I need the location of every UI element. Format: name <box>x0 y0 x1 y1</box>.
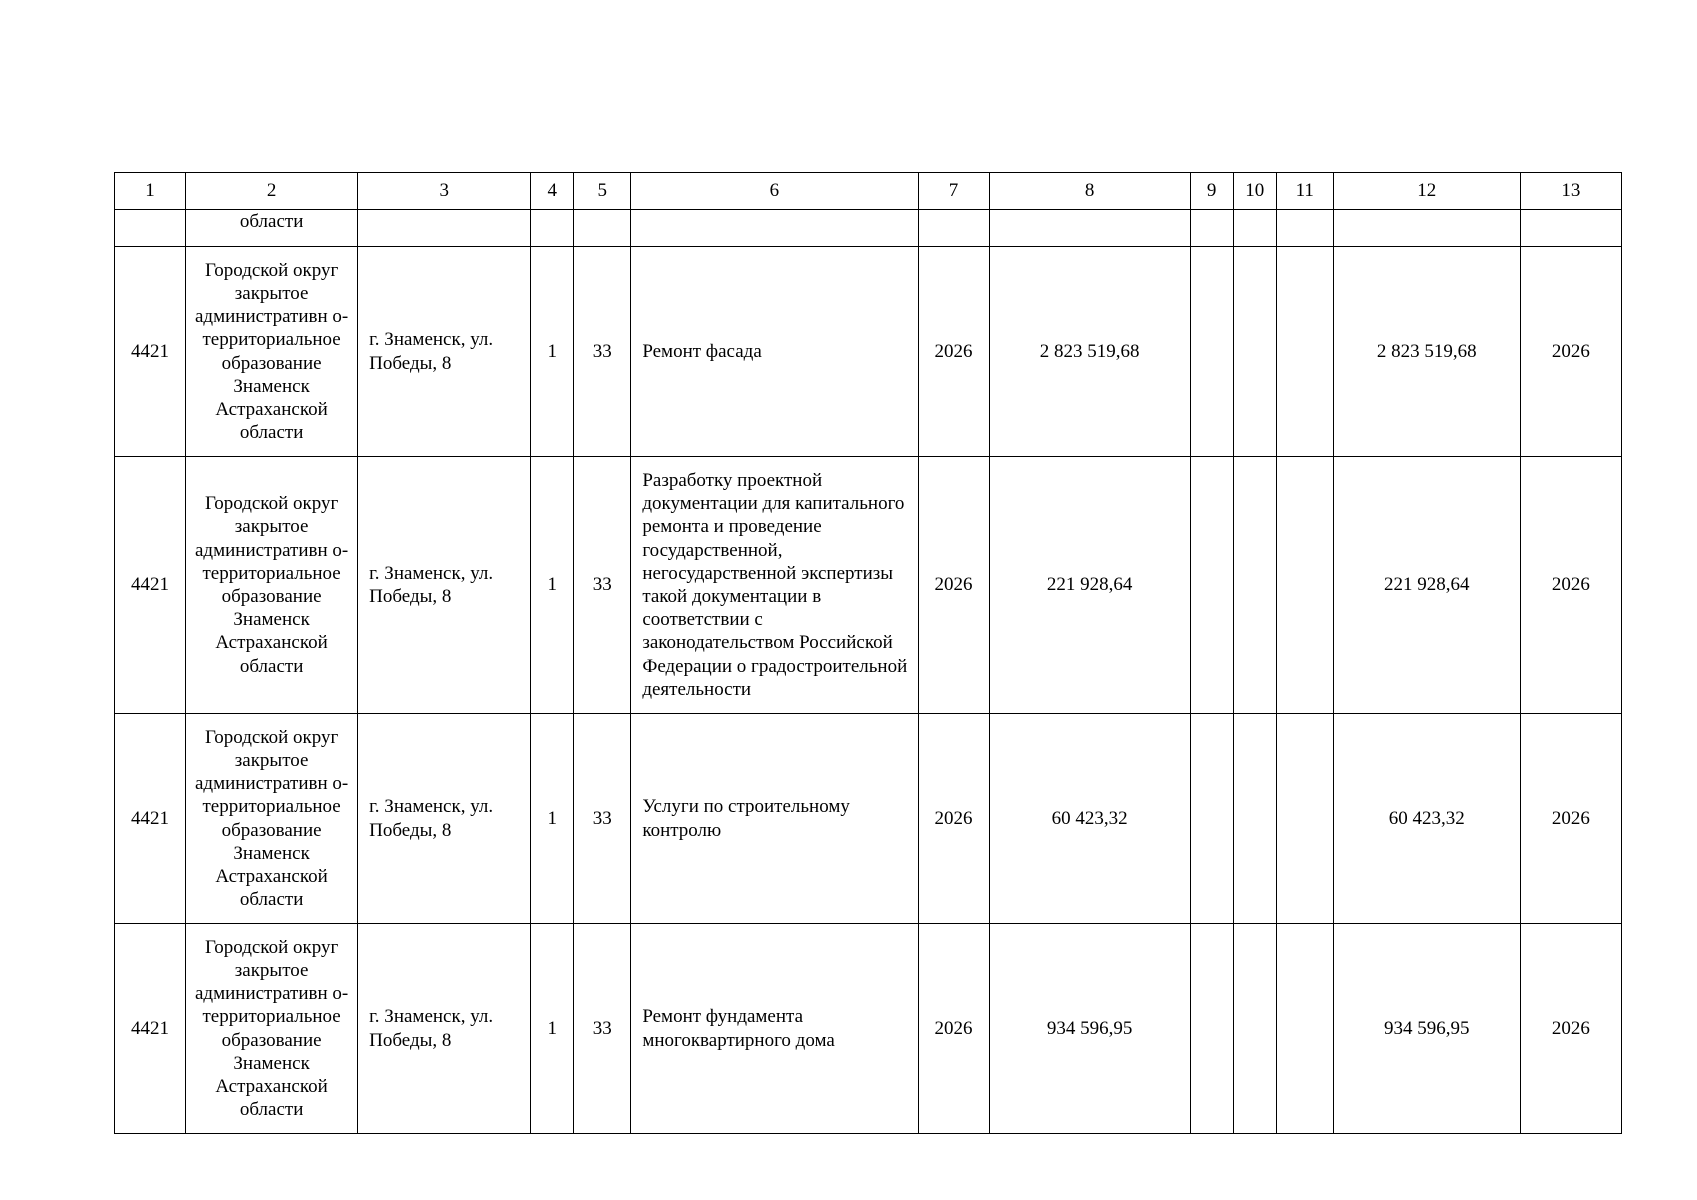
cell-work: Ремонт фундамента многоквартирного дома <box>631 924 918 1134</box>
cell-col13: 2026 <box>1520 247 1621 457</box>
cell-col10 <box>1233 210 1276 247</box>
cell-col9 <box>1190 457 1233 714</box>
cell-col4: 1 <box>531 714 574 924</box>
cell-col11 <box>1276 247 1333 457</box>
cell-col10 <box>1233 247 1276 457</box>
table-row <box>115 247 1622 457</box>
cell-col10 <box>1233 714 1276 924</box>
header-col-8: 8 <box>989 173 1190 210</box>
cell-col13: 2026 <box>1520 714 1621 924</box>
cell-col9 <box>1190 247 1233 457</box>
cell-col4 <box>531 210 574 247</box>
cell-municipality: Городской округ закрытое административн о-территориальное образование Знаменск Астраханской области <box>186 714 358 924</box>
cell-work: Разработку проектной документации для капитального ремонта и проведение государственной, негосударственной экспертизы такой документации в соответствии с законодательством Российской Федерации о градостроительной деятельности <box>631 457 918 714</box>
cell-col9 <box>1190 924 1233 1134</box>
cell-year: 2026 <box>918 924 989 1134</box>
cell-address: г. Знаменск, ул. Победы, 8 <box>358 247 531 457</box>
cell-col12: 934 596,95 <box>1333 924 1520 1134</box>
capital-repair-table <box>114 172 1622 1134</box>
header-col-4: 4 <box>531 173 574 210</box>
cell-municipality-tail: области <box>186 210 358 247</box>
cell-col12: 60 423,32 <box>1333 714 1520 924</box>
header-col-3: 3 <box>358 173 531 210</box>
cell-code: 4421 <box>115 247 186 457</box>
header-col-2: 2 <box>186 173 358 210</box>
continuation-row <box>115 210 1622 247</box>
cell-col4: 1 <box>531 457 574 714</box>
cell-municipality: Городской округ закрытое административн о-территориальное образование Знаменск Астраханской области <box>186 457 358 714</box>
cell-total: 2 823 519,68 <box>989 247 1190 457</box>
header-col-13: 13 <box>1520 173 1621 210</box>
cell-col10 <box>1233 457 1276 714</box>
header-col-1: 1 <box>115 173 186 210</box>
cell-code: 4421 <box>115 457 186 714</box>
cell-work: Услуги по строительному контролю <box>631 714 918 924</box>
cell-total: 221 928,64 <box>989 457 1190 714</box>
cell-year: 2026 <box>918 457 989 714</box>
cell-col5: 33 <box>574 714 631 924</box>
table-row <box>115 924 1622 1134</box>
cell-col5 <box>574 210 631 247</box>
cell-col9 <box>1190 210 1233 247</box>
cell-col5: 33 <box>574 924 631 1134</box>
cell-col13: 2026 <box>1520 924 1621 1134</box>
header-col-10: 10 <box>1233 173 1276 210</box>
cell-col4: 1 <box>531 247 574 457</box>
cell-col5: 33 <box>574 457 631 714</box>
header-col-5: 5 <box>574 173 631 210</box>
column-number-header-row <box>115 173 1622 210</box>
cell-year: 2026 <box>918 714 989 924</box>
cell-col12: 2 823 519,68 <box>1333 247 1520 457</box>
header-col-12: 12 <box>1333 173 1520 210</box>
cell-work: Ремонт фасада <box>631 247 918 457</box>
cell-col11 <box>1276 457 1333 714</box>
table-row <box>115 457 1622 714</box>
cell-work <box>631 210 918 247</box>
cell-col10 <box>1233 924 1276 1134</box>
cell-col13 <box>1520 210 1621 247</box>
cell-col11 <box>1276 714 1333 924</box>
cell-col12: 221 928,64 <box>1333 457 1520 714</box>
header-col-11: 11 <box>1276 173 1333 210</box>
cell-year <box>918 210 989 247</box>
cell-col11 <box>1276 210 1333 247</box>
cell-year: 2026 <box>918 247 989 457</box>
cell-col12 <box>1333 210 1520 247</box>
cell-col5: 33 <box>574 247 631 457</box>
cell-total: 60 423,32 <box>989 714 1190 924</box>
table-row <box>115 714 1622 924</box>
header-col-6: 6 <box>631 173 918 210</box>
cell-address: г. Знаменск, ул. Победы, 8 <box>358 924 531 1134</box>
cell-total: 934 596,95 <box>989 924 1190 1134</box>
cell-col13: 2026 <box>1520 457 1621 714</box>
cell-address: г. Знаменск, ул. Победы, 8 <box>358 457 531 714</box>
cell-code <box>115 210 186 247</box>
cell-code: 4421 <box>115 924 186 1134</box>
header-col-7: 7 <box>918 173 989 210</box>
cell-col4: 1 <box>531 924 574 1134</box>
cell-code: 4421 <box>115 714 186 924</box>
cell-municipality: Городской округ закрытое административн о-территориальное образование Знаменск Астраханской области <box>186 247 358 457</box>
cell-total <box>989 210 1190 247</box>
header-col-9: 9 <box>1190 173 1233 210</box>
cell-address <box>358 210 531 247</box>
cell-address: г. Знаменск, ул. Победы, 8 <box>358 714 531 924</box>
cell-col11 <box>1276 924 1333 1134</box>
cell-col9 <box>1190 714 1233 924</box>
cell-municipality: Городской округ закрытое административн о-территориальное образование Знаменск Астраханской области <box>186 924 358 1134</box>
